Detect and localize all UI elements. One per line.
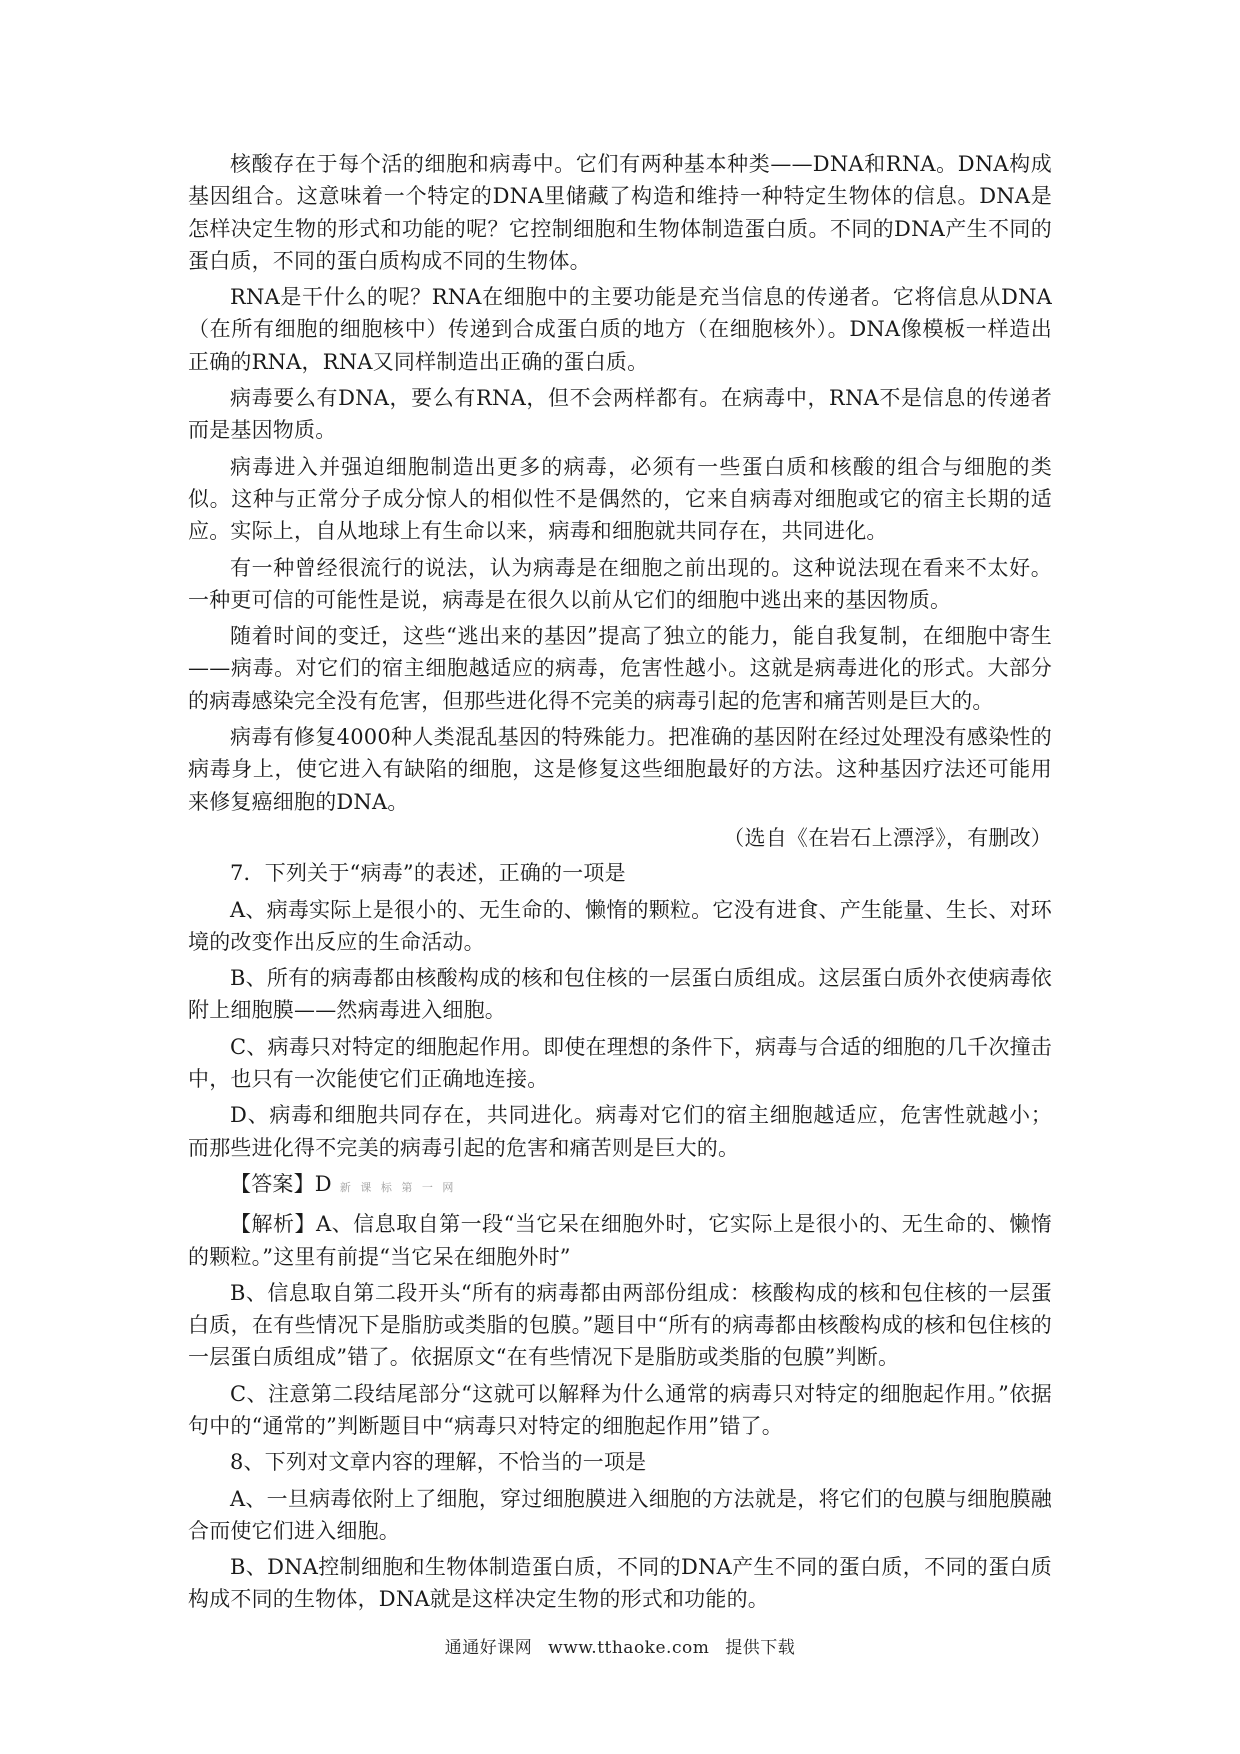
question-8-option-a: A、一旦病毒依附上了细胞，穿过细胞膜进入细胞的方法就是，将它们的包膜与细胞膜融合而使它们进入细胞。 xyxy=(188,1486,1052,1543)
page-footer xyxy=(0,1633,1240,1658)
question-7-option-a: A、病毒实际上是很小的、无生命的、懒惰的颗粒。它没有进食、产生能量、生长、对环境的改变作出反应的生命活动。 xyxy=(188,897,1052,954)
passage-paragraph-4: 病毒进入并强迫细胞制造出更多的病毒，必须有一些蛋白质和核酸的组合与细胞的类似。这种与正常分子成分惊人的相似性不是偶然的，它来自病毒对细胞或它的宿主长期的适应。实际上，自从地球上有生命以来，病毒和细胞就共同存在，共同进化。 xyxy=(188,454,1052,544)
question-7-analysis-c: C、注意第二段结尾部分“这就可以解释为什么通常的病毒只对特定的细胞起作用。”依据句中的“通常的”判断题目中“病毒只对特定的细胞起作用”错了。 xyxy=(188,1381,1052,1438)
passage-paragraph-2: RNA是干什么的呢？RNA在细胞中的主要功能是充当信息的传递者。它将信息从DNA（在所有细胞的细胞核中）传递到合成蛋白质的地方（在细胞核外）。DNA像模板一样造出正确的RNA，RNA又同样制造出正确的蛋白质。 xyxy=(188,285,1052,374)
watermark-note: 新 课 标 第 一 网 xyxy=(339,1180,457,1194)
passage-paragraph-1: 核酸存在于每个活的细胞和病毒中。它们有两种基本种类——DNA和RNA。DNA构成基因组合。这意味着一个特定的DNA里储藏了构造和维持一种特定生物体的信息。DNA是怎样决定生物的形式和功能的呢？它控制细胞和生物体制造蛋白质。不同的DNA产生不同的蛋白质，不同的蛋白质构成不同的生物体。 xyxy=(188,152,1052,273)
question-7-stem: 7．下列关于“病毒”的表述，正确的一项是 xyxy=(230,861,626,886)
passage-paragraph-5: 有一种曾经很流行的说法，认为病毒是在细胞之前出现的。这种说法现在看来不太好。一种更可信的可能性是说，病毒是在很久以前从它们的细胞中逃出来的基因物质。 xyxy=(188,555,1052,612)
passage-source: （选自《在岩石上漂浮》，有删改） xyxy=(723,825,1052,850)
passage-paragraph-3: 病毒要么有DNA，要么有RNA，但不会两样都有。在病毒中，RNA不是信息的传递者而是基因物质。 xyxy=(188,386,1052,443)
question-7-analysis-a: 【解析】A、信息取自第一段“当它呆在细胞外时，它实际上是很小的、无生命的、懒惰的颗粒。”这里有前提“当它呆在细胞外时” xyxy=(188,1212,1052,1269)
footer-site-name: 通通好课网 xyxy=(444,1638,533,1658)
passage-paragraph-7: 病毒有修复4000种人类混乱基因的特殊能力。把准确的基因附在经过处理没有感染性的病毒身上，使它进入有缺陷的细胞，这是修复这些细胞最好的方法。这种基因疗法还可能用来修复癌细胞的DNA。 xyxy=(188,725,1052,814)
question-8-stem: 8、下列对文章内容的理解，不恰当的一项是 xyxy=(230,1450,647,1475)
question-7-option-c: C、病毒只对特定的细胞起作用。即使在理想的条件下，病毒与合适的细胞的几千次撞击中，也只有一次能使它们正确地连接。 xyxy=(188,1034,1052,1092)
question-7-option-d: D、病毒和细胞共同存在，共同进化。病毒对它们的宿主细胞越适应，危害性就越小；而那些进化得不完美的病毒引起的危害和痛苦则是巨大的。 xyxy=(188,1103,1052,1160)
footer-url[interactable]: www.tthaoke.com xyxy=(548,1638,710,1658)
footer-download-text: 提供下载 xyxy=(725,1638,796,1658)
question-7-analysis-b: B、信息取自第二段开头“所有的病毒都由两部份组成：核酸构成的核和包住核的一层蛋白质，在有些情况下是脂肪或类脂的包膜。”题目中“所有的病毒都由核酸构成的核和包住核的一层蛋白质组成”错了。依据原文“在有些情况下是脂肪或类脂的包膜”判断。 xyxy=(188,1280,1052,1370)
question-7-option-b: B、所有的病毒都由核酸构成的核和包住核的一层蛋白质组成。这层蛋白质外衣使病毒依附上细胞膜——然病毒进入细胞。 xyxy=(188,966,1052,1023)
passage-paragraph-6: 随着时间的变迁，这些“逃出来的基因”提高了独立的能力，能自我复制，在细胞中寄生——病毒。对它们的宿主细胞越适应的病毒，危害性越小。这就是病毒进化的形式。大部分的病毒感染完全没有危害，但那些进化得不完美的病毒引起的危害和痛苦则是巨大的。 xyxy=(188,624,1052,713)
question-7-answer: 【答案】D xyxy=(230,1171,332,1196)
question-7-answer-line xyxy=(188,1168,1052,1204)
question-8-option-b: B、DNA控制细胞和生物体制造蛋白质，不同的DNA产生不同的蛋白质，不同的蛋白质构成不同的生物体，DNA就是这样决定生物的形式和功能的。 xyxy=(188,1555,1052,1612)
document-body xyxy=(188,148,1052,1620)
